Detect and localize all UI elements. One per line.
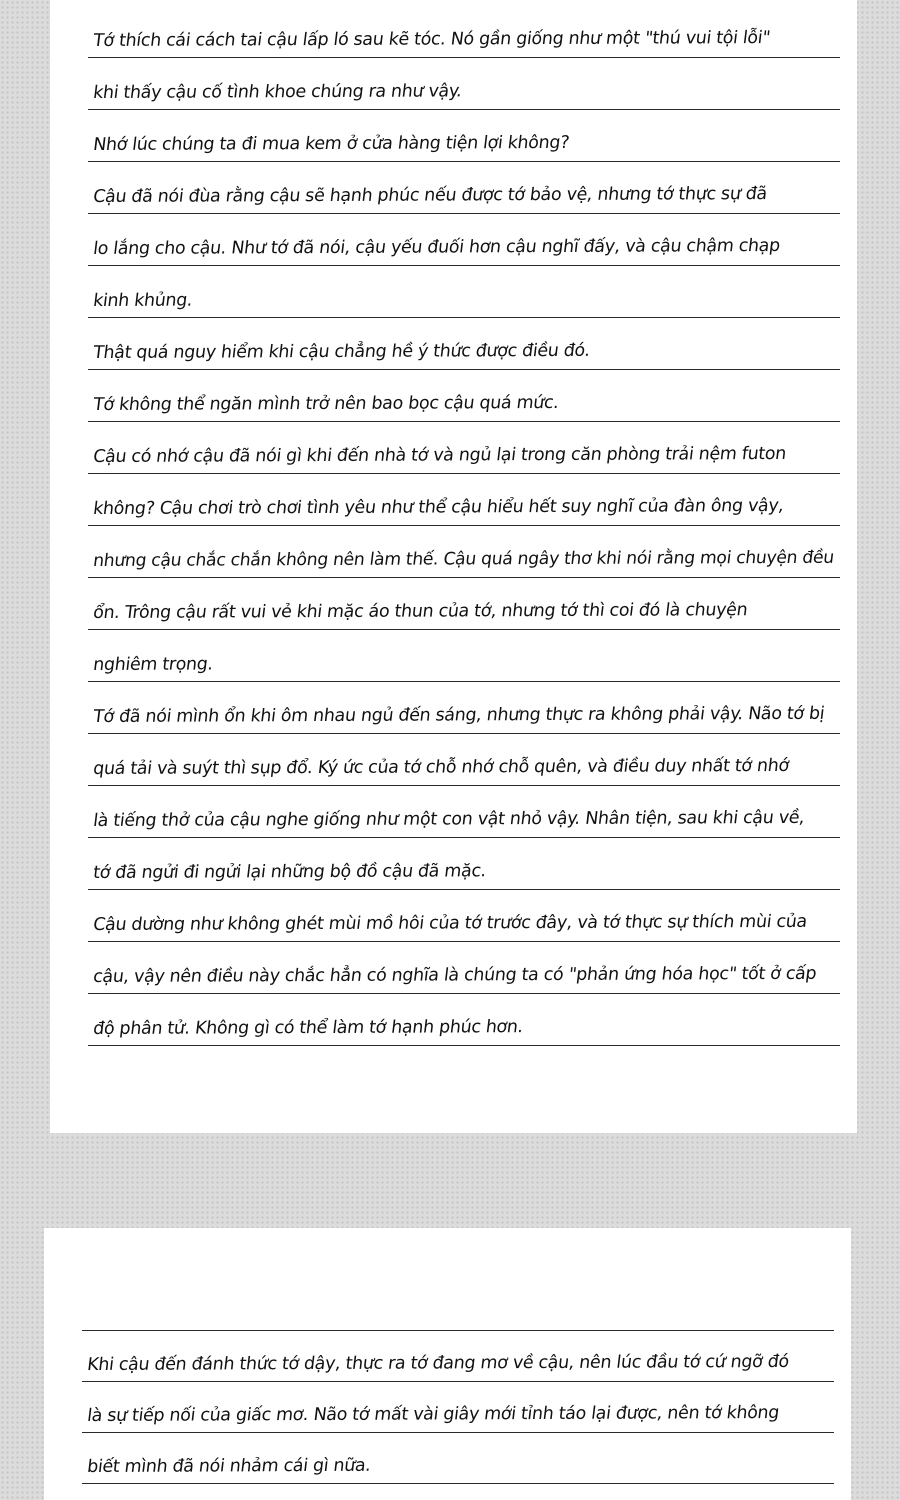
letter-page-1: [50, 0, 857, 1133]
handwritten-text-line: kinh khủng.: [92, 290, 194, 311]
ruled-line: [82, 1433, 834, 1484]
ruled-line: [82, 1331, 834, 1382]
ruled-line: [88, 890, 840, 942]
handwritten-text-line: Cậu đã nói đùa rằng cậu sẽ hạnh phúc nếu được tớ bảo vệ, nhưng tớ thực sự đã: [92, 184, 769, 207]
ruled-line: [88, 682, 840, 734]
ruled-line: [88, 214, 840, 266]
ruled-line: [88, 318, 840, 370]
ruled-line: [88, 942, 840, 994]
ruled-line: [88, 422, 840, 474]
ruled-line: [88, 58, 840, 110]
ruled-line: [88, 994, 840, 1046]
handwritten-text-line: ổn. Trông cậu rất vui vẻ khi mặc áo thun của tớ, nhưng tớ thì coi đó là chuyện: [92, 600, 749, 623]
ruled-line: [88, 578, 840, 630]
handwritten-text-line: độ phân tử. Không gì có thể làm tớ hạnh phúc hơn.: [92, 1017, 525, 1039]
lined-text-block-1: [88, 6, 840, 1046]
ruled-line: [88, 786, 840, 838]
handwritten-text-line: không? Cậu chơi trò chơi tình yêu như thể cậu hiểu hết suy nghĩ của đàn ông vậy,: [92, 495, 785, 519]
handwritten-text-line: Cậu dường như không ghét mùi mồ hôi của tớ trước đây, và tớ thực sự thích mùi của: [92, 911, 809, 935]
ruled-line: [88, 734, 840, 786]
handwritten-text-line: tớ đã ngửi đi ngửi lại những bộ đồ cậu đã mặc.: [92, 861, 488, 883]
handwritten-text-line: lo lắng cho cậu. Như tớ đã nói, cậu yếu đuối hơn cậu nghĩ đấy, và cậu chậm chạp: [92, 236, 782, 259]
handwritten-text-line: khi thấy cậu cố tình khoe chúng ra như vậy.: [92, 81, 463, 103]
lined-text-block-2: [82, 1330, 834, 1484]
handwritten-text-line: Cậu có nhớ cậu đã nói gì khi đến nhà tớ và ngủ lại trong căn phòng trải nệm futon: [92, 443, 788, 467]
ruled-line: [88, 526, 840, 578]
handwritten-text-line: nghiêm trọng.: [92, 654, 214, 675]
ruled-line: [88, 474, 840, 526]
letter-page-2: [44, 1228, 851, 1500]
handwritten-text-line: nhưng cậu chắc chắn không nên làm thế. Cậu quá ngây thơ khi nói rằng mọi chuyện đều: [92, 547, 835, 571]
ruled-line: [88, 370, 840, 422]
handwritten-text-line: Khi cậu đến đánh thức tớ dậy, thực ra tớ đang mơ về cậu, nên lúc đầu tớ cứ ngỡ đó: [86, 1351, 791, 1375]
handwritten-text-line: Tớ thích cái cách tai cậu lấp ló sau kẽ tóc. Nó gần giống như một "thú vui tội lỗi": [92, 28, 772, 51]
ruled-line: [82, 1382, 834, 1433]
ruled-line: [88, 630, 840, 682]
handwritten-text-line: biết mình đã nói nhảm cái gì nữa.: [86, 1455, 372, 1477]
handwritten-text-line: là tiếng thở của cậu nghe giống như một con vật nhỏ vậy. Nhân tiện, sau khi cậu về,: [92, 807, 806, 831]
ruled-line: [88, 6, 840, 58]
ruled-line: [88, 162, 840, 214]
ruled-line: [88, 838, 840, 890]
handwritten-text-line: Tớ đã nói mình ổn khi ôm nhau ngủ đến sáng, nhưng thực ra không phải vậy. Não tớ bị: [92, 703, 826, 727]
handwritten-text-line: Tớ không thể ngăn mình trở nên bao bọc cậu quá mức.: [92, 392, 560, 415]
handwritten-text-line: quá tải và suýt thì sụp đổ. Ký ức của tớ chỗ nhớ chỗ quên, và điều duy nhất tớ nhớ: [92, 755, 790, 779]
handwritten-text-line: là sự tiếp nối của giấc mơ. Não tớ mất vài giây mới tỉnh táo lại được, nên tớ không: [86, 1402, 781, 1426]
handwritten-text-line: Nhớ lúc chúng ta đi mua kem ở cửa hàng tiện lợi không?: [92, 132, 571, 155]
handwritten-text-line: cậu, vậy nên điều này chắc hẳn có nghĩa là chúng ta có "phản ứng hóa học" tốt ở cấp: [92, 963, 818, 987]
ruled-line: [88, 110, 840, 162]
ruled-line: [88, 266, 840, 318]
handwritten-text-line: Thật quá nguy hiểm khi cậu chẳng hề ý thức được điều đó.: [92, 340, 591, 363]
